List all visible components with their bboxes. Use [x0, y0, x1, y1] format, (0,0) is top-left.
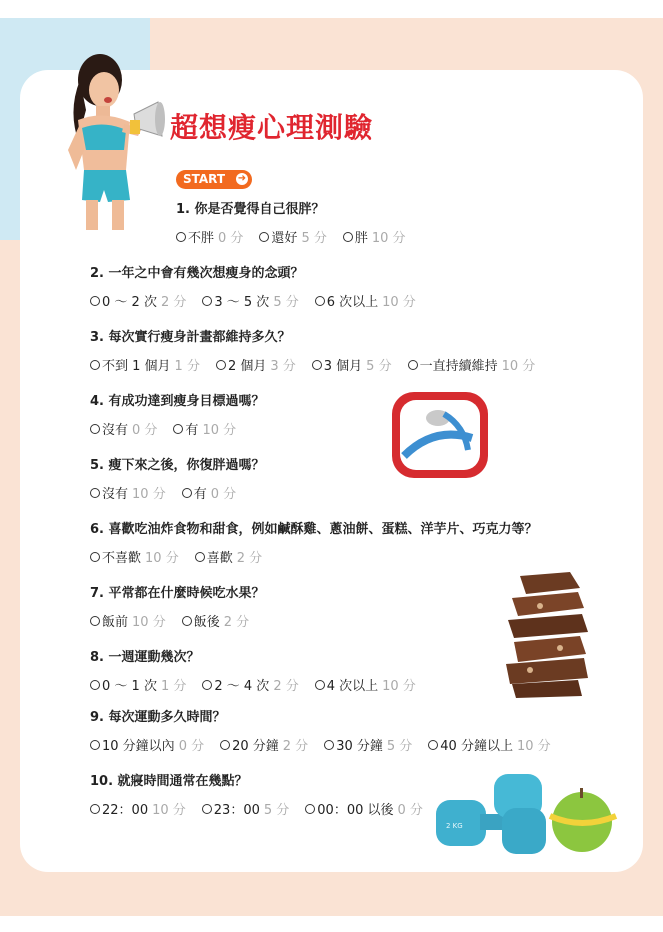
option-score: 10 分	[132, 487, 166, 502]
option-label: 22：00	[102, 803, 149, 818]
question-title: 10. 就寢時間通常在幾點？	[90, 774, 248, 789]
option[interactable]	[305, 799, 423, 818]
radio-icon[interactable]	[202, 296, 212, 306]
radio-icon[interactable]	[315, 680, 325, 690]
question-7	[90, 582, 265, 630]
option[interactable]	[216, 355, 296, 374]
option-score: 0 分	[178, 739, 205, 754]
radio-icon[interactable]	[315, 296, 325, 306]
question-10	[90, 770, 439, 818]
option-score: 5 分	[301, 231, 327, 246]
option-label: 飯後	[193, 615, 220, 630]
radio-icon[interactable]	[90, 680, 100, 690]
option-score: 0 分	[210, 487, 237, 502]
option[interactable]	[315, 675, 416, 694]
option-score: 2 分	[223, 615, 250, 630]
question-title: 4. 有成功達到瘦身目標過嗎？	[90, 394, 265, 409]
option-score: 2 分	[236, 551, 263, 566]
question-8	[90, 646, 432, 694]
option-label: 沒有	[102, 487, 129, 502]
radio-icon[interactable]	[202, 680, 212, 690]
option[interactable]	[312, 355, 392, 374]
question-4	[90, 390, 265, 438]
option-score: 0 分	[397, 803, 423, 818]
option[interactable]	[202, 291, 298, 310]
dumbbell-apple-illustration	[432, 770, 622, 870]
radio-icon[interactable]	[90, 488, 100, 498]
option-label: 23：00	[213, 803, 260, 818]
option-label: 不胖	[188, 231, 215, 246]
radio-icon[interactable]	[90, 740, 100, 750]
radio-icon[interactable]	[90, 424, 100, 434]
scale-tape-measure-illustration	[384, 386, 496, 486]
radio-icon[interactable]	[343, 232, 353, 242]
option-score: 10 分	[202, 423, 237, 438]
option[interactable]	[182, 483, 236, 502]
option-score: 5 分	[366, 359, 392, 374]
option[interactable]	[90, 419, 157, 438]
chocolate-stack-illustration	[500, 570, 590, 700]
option-label: 2 個月	[227, 359, 267, 374]
option-score: 10 分	[382, 679, 416, 694]
question-title: 3. 每次實行瘦身計畫都維持多久？	[90, 330, 291, 345]
dumbbell-label: 2 KG	[446, 822, 463, 830]
radio-icon[interactable]	[90, 552, 100, 562]
option[interactable]	[315, 291, 416, 310]
option-score: 5 分	[273, 295, 299, 310]
radio-icon[interactable]	[173, 424, 183, 434]
option-label: 胖	[354, 231, 368, 246]
option-score: 10 分	[516, 739, 551, 754]
option[interactable]	[90, 675, 186, 694]
option[interactable]	[408, 355, 536, 374]
option-score: 1 分	[174, 359, 200, 374]
question-title: 7. 平常都在什麼時候吃水果？	[90, 586, 265, 601]
option-label: 還好	[271, 231, 298, 246]
option-label: 飯前	[102, 615, 129, 630]
option-label: 30 分鐘	[336, 739, 383, 754]
option[interactable]	[428, 735, 550, 754]
option-score: 2 分	[282, 739, 309, 754]
option-score: 10 分	[382, 295, 416, 310]
radio-icon[interactable]	[305, 804, 315, 814]
radio-icon[interactable]	[324, 740, 334, 750]
question-5	[90, 454, 265, 502]
option[interactable]	[202, 799, 290, 818]
option-score: 10 分	[371, 231, 406, 246]
radio-icon[interactable]	[182, 488, 192, 498]
option-label: 沒有	[102, 423, 129, 438]
option-score: 10 分	[152, 803, 186, 818]
option-score: 5 分	[386, 739, 413, 754]
start-badge	[176, 170, 252, 189]
option[interactable]	[259, 227, 326, 246]
radio-icon[interactable]	[182, 616, 192, 626]
option-label: 10 分鐘以內	[102, 739, 175, 754]
radio-icon[interactable]	[90, 360, 100, 370]
radio-icon[interactable]	[195, 552, 205, 562]
start-label: START	[183, 172, 226, 186]
option-score: 2 分	[160, 295, 187, 310]
radio-icon[interactable]	[90, 804, 100, 814]
question-title: 2. 一年之中會有幾次想瘦身的念頭？	[90, 266, 304, 281]
question-1	[176, 198, 422, 246]
question-6	[90, 518, 538, 566]
option-score: 10 分	[145, 551, 179, 566]
radio-icon[interactable]	[90, 616, 100, 626]
option[interactable]	[90, 611, 166, 630]
radio-icon[interactable]	[220, 740, 230, 750]
option-label: 20 分鐘	[232, 739, 279, 754]
option-score: 0 分	[218, 231, 244, 246]
option-label: 0 ～ 2 次	[102, 295, 157, 310]
option-score: 5 分	[263, 803, 290, 818]
option-score: 10 分	[501, 359, 536, 374]
radio-icon[interactable]	[408, 360, 418, 370]
radio-icon[interactable]	[259, 232, 269, 242]
option[interactable]	[173, 419, 236, 438]
option[interactable]	[324, 735, 412, 754]
option-label: 40 分鐘以上	[440, 739, 513, 754]
option[interactable]	[176, 227, 243, 246]
question-9	[90, 706, 567, 754]
option[interactable]	[90, 547, 179, 566]
option[interactable]	[90, 799, 186, 818]
option-label: 3 個月	[323, 359, 363, 374]
radio-icon[interactable]	[90, 296, 100, 306]
question-2	[90, 262, 432, 310]
option-score: 3 分	[270, 359, 296, 374]
option-label: 不到 1 個月	[102, 359, 171, 374]
option-score: 2 分	[273, 679, 299, 694]
radio-icon[interactable]	[202, 804, 212, 814]
option[interactable]	[90, 291, 186, 310]
option[interactable]	[90, 355, 200, 374]
option-label: 4 次以上	[326, 679, 379, 694]
option-label: 喜歡	[206, 551, 233, 566]
option[interactable]	[90, 483, 166, 502]
arrow-right-icon: ➜	[237, 173, 247, 184]
option-label: 3 ～ 5 次	[214, 295, 270, 310]
option[interactable]	[202, 675, 298, 694]
option[interactable]	[220, 735, 308, 754]
question-title: 9. 每次運動多久時間？	[90, 710, 226, 725]
radio-icon[interactable]	[428, 740, 438, 750]
option[interactable]	[343, 227, 406, 246]
option-label: 00：00 以後	[317, 803, 394, 818]
option-score: 0 分	[132, 423, 158, 438]
radio-icon[interactable]	[176, 232, 186, 242]
option-label: 不喜歡	[102, 551, 142, 566]
option-label: 0 ～ 1 次	[102, 679, 157, 694]
option[interactable]	[195, 547, 262, 566]
radio-icon[interactable]	[216, 360, 226, 370]
girl-megaphone-illustration	[38, 50, 168, 230]
question-title: 1. 你是否覺得自己很胖？	[176, 202, 325, 217]
option-label: 6 次以上	[326, 295, 379, 310]
radio-icon[interactable]	[312, 360, 322, 370]
question-title: 5. 瘦下來之後，你復胖過嗎？	[90, 458, 265, 473]
question-title: 6. 喜歡吃油炸食物和甜食，例如鹹酥雞、蔥油餅、蛋糕、洋芋片、巧克力等？	[90, 522, 538, 537]
option-score: 10 分	[132, 615, 166, 630]
question-title: 8. 一週運動幾次？	[90, 650, 200, 665]
option-label: 有	[193, 487, 207, 502]
option-score: 1 分	[160, 679, 187, 694]
page-title: 超想瘦心理測驗	[170, 111, 374, 144]
option-label: 2 ～ 4 次	[214, 679, 270, 694]
option-label: 一直持續維持	[419, 359, 498, 374]
option-label: 有	[185, 423, 199, 438]
question-3	[90, 326, 551, 374]
option[interactable]	[182, 611, 249, 630]
option[interactable]	[90, 735, 204, 754]
